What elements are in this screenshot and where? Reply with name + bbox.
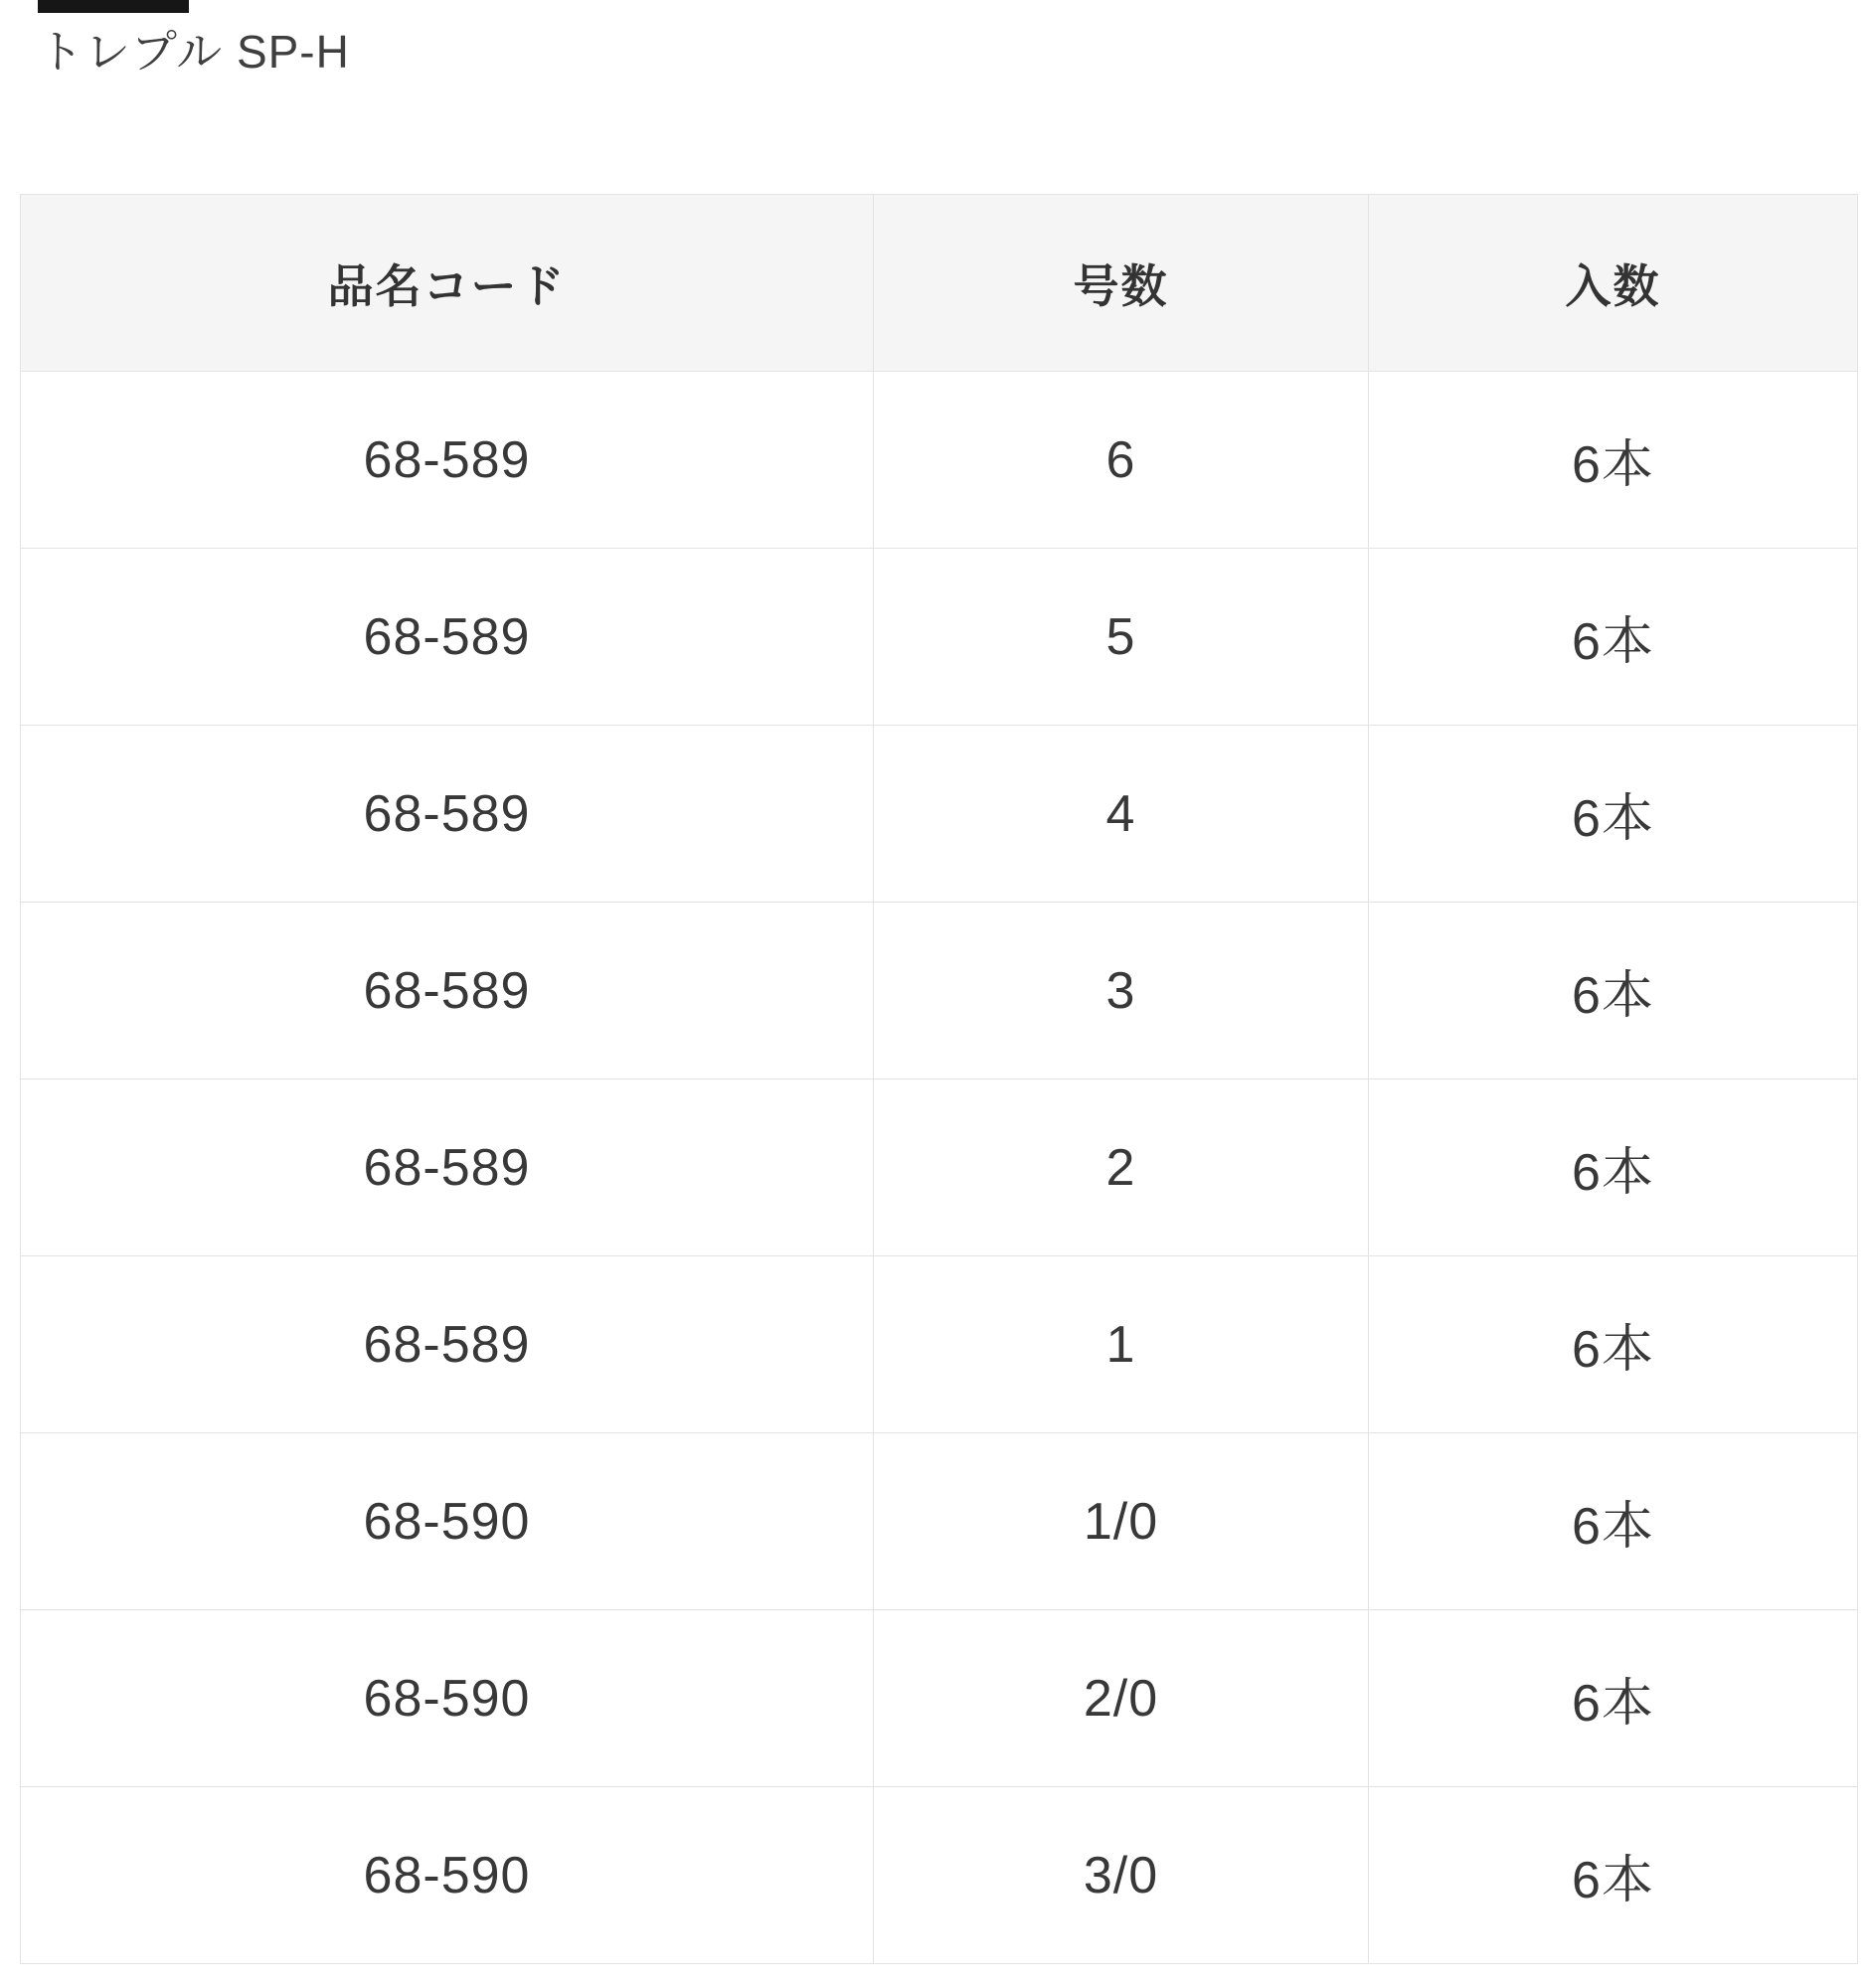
table-row: [21, 1433, 1858, 1610]
quantity-cell: 6本: [1369, 1433, 1858, 1610]
size-number-cell: 1: [874, 1256, 1369, 1433]
product-code-cell: 68-589: [21, 1079, 874, 1256]
product-code-cell: 68-589: [21, 549, 874, 726]
product-code-cell: 68-590: [21, 1433, 874, 1610]
header-cell-product-code: 品名コード: [21, 195, 874, 372]
product-code-cell: 68-590: [21, 1610, 874, 1787]
table-row: [21, 1256, 1858, 1433]
size-number-cell: 6: [874, 372, 1369, 549]
page-title: トレプル SP-H: [38, 26, 350, 78]
size-number-cell: 1/0: [874, 1433, 1369, 1610]
cropped-top-element: [38, 0, 189, 13]
product-spec-table: [20, 194, 1858, 1964]
size-number-cell: 2: [874, 1079, 1369, 1256]
header-cell-size-number: 号数: [874, 195, 1369, 372]
size-number-cell: 3: [874, 903, 1369, 1079]
quantity-cell: 6本: [1369, 903, 1858, 1079]
quantity-cell: 6本: [1369, 372, 1858, 549]
header-cell-quantity: 入数: [1369, 195, 1858, 372]
size-number-cell: 5: [874, 549, 1369, 726]
quantity-cell: 6本: [1369, 1079, 1858, 1256]
quantity-cell: 6本: [1369, 1610, 1858, 1787]
table-row: [21, 372, 1858, 549]
size-number-cell: 2/0: [874, 1610, 1369, 1787]
quantity-cell: 6本: [1369, 726, 1858, 903]
quantity-cell: 6本: [1369, 1787, 1858, 1964]
table-row: [21, 903, 1858, 1079]
table-row: [21, 1610, 1858, 1787]
product-code-cell: 68-589: [21, 372, 874, 549]
table-row: [21, 1787, 1858, 1964]
size-number-cell: 4: [874, 726, 1369, 903]
product-spec-table-container: [20, 194, 1865, 1964]
product-code-cell: 68-589: [21, 1256, 874, 1433]
size-number-cell: 3/0: [874, 1787, 1369, 1964]
product-code-cell: 68-590: [21, 1787, 874, 1964]
table-header-row: [21, 195, 1858, 372]
table-row: [21, 726, 1858, 903]
table-row: [21, 549, 1858, 726]
quantity-cell: 6本: [1369, 549, 1858, 726]
table-row: [21, 1079, 1858, 1256]
product-code-cell: 68-589: [21, 903, 874, 1079]
quantity-cell: 6本: [1369, 1256, 1858, 1433]
product-code-cell: 68-589: [21, 726, 874, 903]
